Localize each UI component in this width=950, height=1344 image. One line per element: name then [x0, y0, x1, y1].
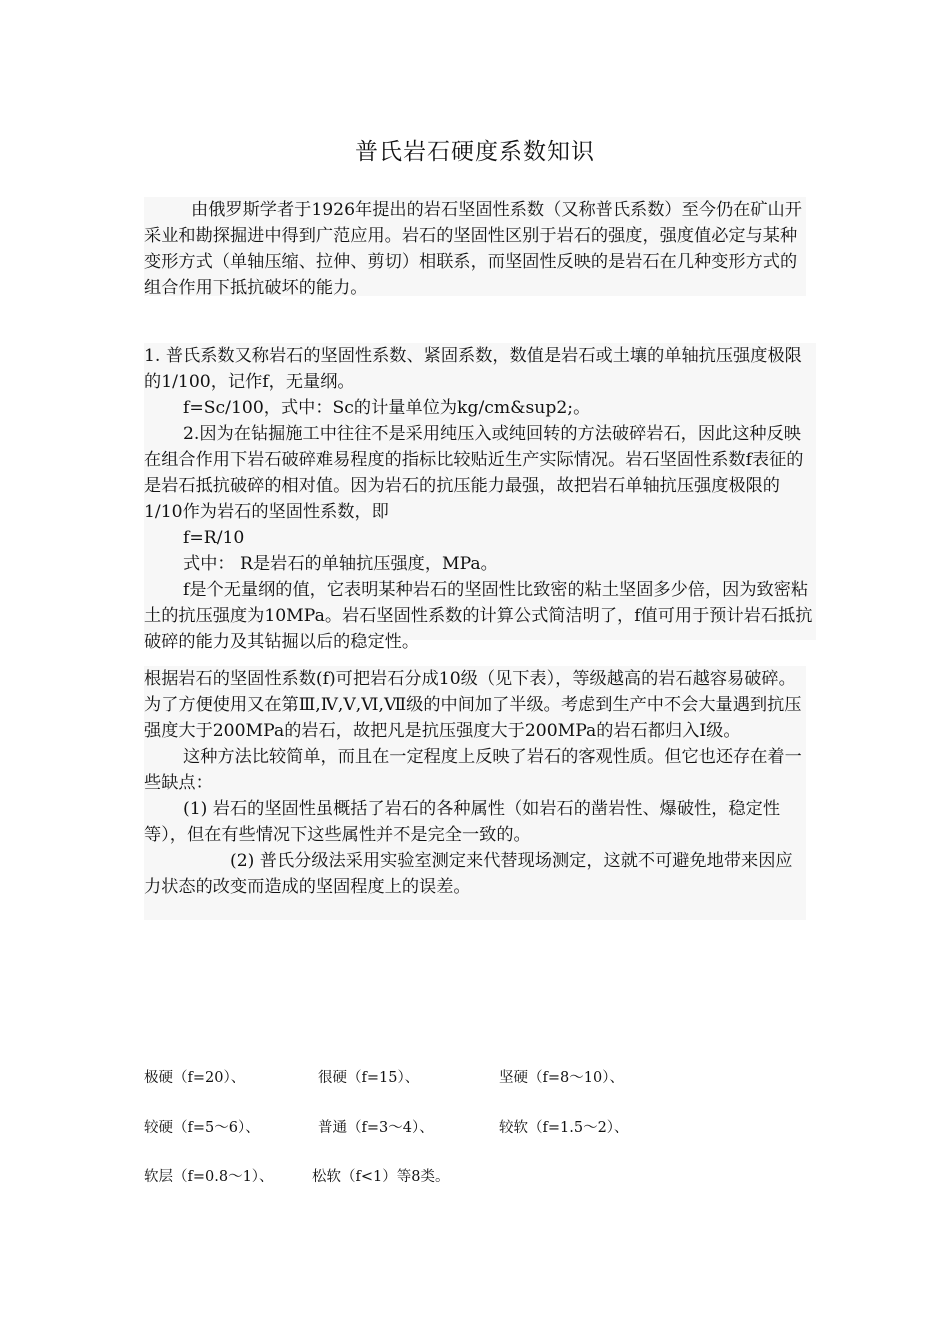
grade-item: 软层（f=0.8～1）、: [144, 1169, 274, 1185]
paragraph-3: f是个无量纲的值，它表明某种岩石的坚固性比致密的粘土坚固多少倍，因为致密粘土的抗压强度为10MPa。岩石坚固性系数的计算公式简洁明了，f值可用于预计岩石抵抗破碎的能力及其钻掘以后的稳定性。: [144, 580, 813, 652]
grade-item: 较软（f=1.5～2）、: [499, 1120, 629, 1136]
paragraph-6: (1) 岩石的坚固性虽概括了岩石的各种属性（如岩石的凿岩性、爆破性，稳定性等），但在有些情况下这些属性并不是完全一致的。: [144, 799, 781, 845]
grade-item: 松软（f<1）等8类。: [312, 1169, 450, 1185]
paragraph-1: 1. 普氏系数又称岩石的坚固性系数、紧固系数，数值是岩石或土壤的单轴抗压强度极限的1/100，记作f，无量纲。: [144, 346, 802, 392]
grade-item: 普通（f=3～4）、: [318, 1120, 434, 1136]
doc-title: 普氏岩石硬度系数知识: [355, 139, 595, 165]
paragraph-formula-2: f=R/10: [183, 528, 245, 548]
paragraph-formula-1: f=Sc/100，式中：Sc的计量单位为kg/cm&sup2;。: [183, 398, 591, 418]
paragraph-7: (2) 普氏分级法采用实验室测定来代替现场测定，这就不可避免地带来因应力状态的改变而造成的坚固程度上的误差。: [144, 851, 793, 897]
paragraph-formula-note: 式中： R是岩石的单轴抗压强度，MPa。: [183, 554, 498, 574]
paragraph-5: 这种方法比较简单，而且在一定程度上反映了岩石的客观性质。但它也还存在着一些缺点：: [144, 747, 802, 793]
grade-item: 极硬（f=20）、: [144, 1070, 246, 1086]
grade-item: 坚硬（f=8～10）、: [499, 1070, 624, 1086]
definition-block: [144, 343, 816, 652]
intro-paragraph: 由俄罗斯学者于1926年提出的岩石坚固性系数（又称普氏系数）至今仍在矿山开采业和勘探掘进中得到广范应用。岩石的坚固性区别于岩石的强度，强度值必定与某种变形方式（单轴压缩、拉伸、剪切）相联系，而坚固性反映的是岩石在几种变形方式的组合作用下抵抗破坏的能力。: [144, 200, 802, 298]
grade-item: 较硬（f=5～6）、: [144, 1120, 260, 1136]
grade-item: 很硬（f=15）、: [318, 1070, 420, 1086]
classification-block: [144, 666, 806, 920]
paragraph-2: 2.因为在钻掘施工中往往不是采用纯压入或纯回转的方法破碎岩石，因此这种反映在组合作用下岩石破碎难易程度的指标比较贴近生产实际情况。岩石坚固性系数f表征的是岩石抵抗破碎的相对值。因为岩石的抗压能力最强，故把岩石单轴抗压强度极限的1/10作为岩石的坚固性系数，即: [144, 424, 804, 522]
paragraph-4: 根据岩石的坚固性系数(f)可把岩石分成10级（见下表），等级越高的岩石越容易破碎。为了方便使用又在第Ⅲ,Ⅳ,Ⅴ,Ⅵ,Ⅶ级的中间加了半级。考虑到生产中不会大量遇到抗压强度大于200MPa的岩石，故把凡是抗压强度大于200MPa的岩石都归入Ⅰ级。: [144, 669, 802, 741]
intro-block: [144, 197, 806, 296]
